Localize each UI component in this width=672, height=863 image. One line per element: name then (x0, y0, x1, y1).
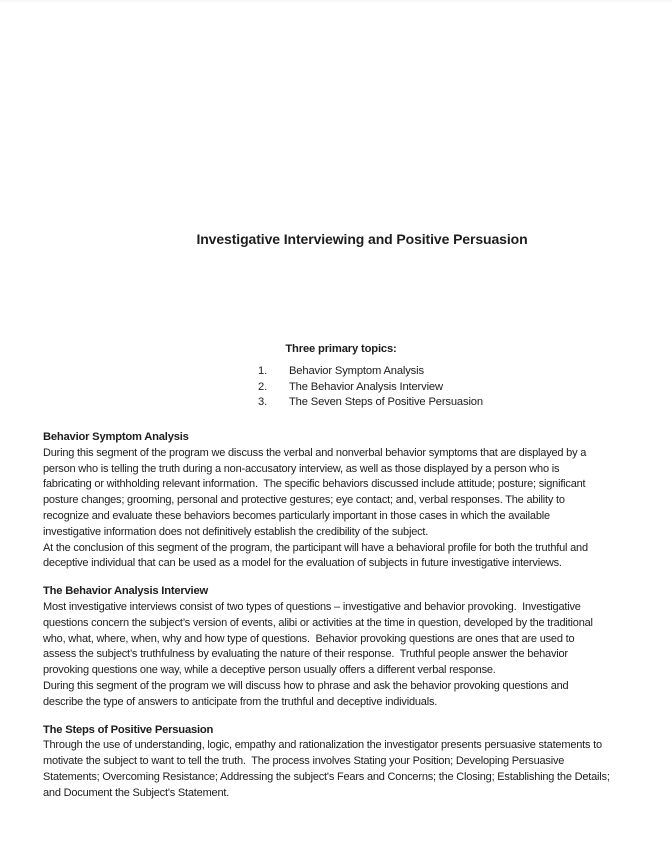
text-line: person who is telling the truth during a non-accusatory interview, as well as those displayed by a person who is (43, 462, 560, 475)
topic-item (258, 395, 483, 411)
text-line: who, what, where, when, why and how type of questions. Behavior provoking questions are ones that are used to (43, 632, 575, 645)
topic-label: The Seven Steps of Positive Persuasion (289, 396, 483, 409)
section-paragraph (43, 446, 643, 572)
text-line: provoking questions one way, while a deceptive person usually offers a different verbal response. (43, 664, 496, 677)
topic-label: The Behavior Analysis Interview (289, 380, 443, 393)
text-line: describe the type of answers to anticipate from the truthful and deceptive individuals. (43, 695, 438, 708)
page-top-edge (0, 0, 672, 3)
topic-number: 2. (258, 380, 268, 393)
topic-number: 1. (258, 365, 268, 377)
topic-label: Behavior Symptom Analysis (289, 365, 424, 377)
topic-number: 3. (258, 396, 268, 409)
text-line: investigative information does not definitively establish the credibility of the subject. (43, 525, 429, 538)
document-body (43, 430, 643, 802)
topics-heading: Three primary topics: (285, 343, 397, 355)
text-line: At the conclusion of this segment of the program, the participant will have a behavioral profile for both the truthful and (43, 541, 588, 554)
text-line: Most investigative interviews consist of two types of questions – investigative and behavior provoking. Investigative (43, 600, 581, 613)
section-behavior-symptom-analysis (43, 430, 643, 572)
text-line: fabricating or withholding relevant information. The specific behaviors discussed include attitude; posture; significant (43, 478, 586, 491)
text-line: posture changes; grooming, personal and protective gestures; eye contact; and, verbal responses. The ability to (43, 494, 565, 507)
section-paragraph (43, 600, 643, 711)
text-line: motivate the subject to want to tell the truth. The process involves Stating your Position; Developing Persuasive (43, 755, 565, 768)
section-paragraph (43, 738, 643, 801)
section-heading: The Behavior Analysis Interview (43, 585, 208, 598)
text-line: recognize and evaluate these behaviors becomes particularly important in those cases in which the available (43, 509, 550, 522)
text-line: deceptive individual that can be used as a model for the evaluation of subjects in future investigative interviews. (43, 557, 562, 570)
section-heading: Behavior Symptom Analysis (43, 431, 189, 443)
text-line: Through the use of understanding, logic, empathy and rationalization the investigator presents persuasive statements to (43, 739, 602, 752)
section-steps-of-positive-persuasion (43, 723, 643, 802)
text-line: and Document the Subject's Statement. (43, 786, 230, 799)
text-line: During this segment of the program we discuss the verbal and nonverbal behavior symptoms that are displayed by a (43, 446, 587, 459)
topic-item (258, 364, 483, 380)
text-line: Statements; Overcoming Resistance; Addressing the subject's Fears and Concerns; the Closing; Establishing the Details; (43, 770, 610, 783)
text-line: assess the subject’s truthfulness by evaluating the nature of their response. Truthful people answer the behavior (43, 648, 568, 661)
text-line: questions concern the subject’s version of events, alibi or activities at the time in question, developed by the traditional (43, 616, 593, 629)
section-heading: The Steps of Positive Persuasion (43, 723, 214, 736)
document-title: Investigative Interviewing and Positive Persuasion (196, 231, 528, 247)
section-behavior-analysis-interview (43, 584, 643, 710)
topic-item (258, 380, 483, 396)
topics-list (258, 364, 483, 411)
text-line: During this segment of the program we will discuss how to phrase and ask the behavior provoking questions and (43, 679, 569, 692)
